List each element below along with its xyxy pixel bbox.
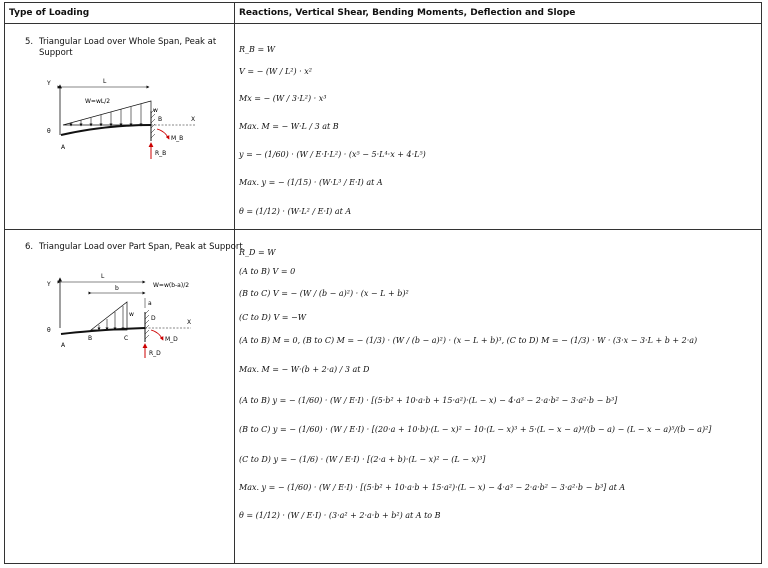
case6-formula-10: Max. y = − (1/60) · (W / E·I) · [(5·b² + 10·a·b + 15·a²)·(L − x) − 4·a³ − 2·a·b² − 3·a²·b − b³] at A [239,483,626,492]
formula-table [4,2,762,564]
case6-formula-2: (A to B) V = 0 [239,267,296,276]
column-divider [234,3,235,563]
case5-formula-2: V = − (W / L²) · x² [239,67,312,76]
case6-formula-4: (C to D) V = −W [239,313,306,322]
case6-beam [61,328,145,334]
case5-formula-7: θ = (1/12) · (W·L² / E·I) at A [239,207,352,216]
case6-label-MD: M_D [165,336,178,343]
case6-formula-6: Max. M = − W·(b + 2·a) / 3 at D [239,365,370,374]
case5-label-load: W=wL/2 [85,98,111,105]
header-type-of-loading: Type of Loading [9,8,90,18]
case6-formula-11: θ = (1/12) · (W / E·I) · (3·a² + 2·a·b + b²) at A to B [239,511,441,520]
case6-label-X: X [187,319,192,326]
case6-beam-diagram [5,230,234,380]
case5-formula-6: Max. y = − (1/15) · (W·L³ / E·I) at A [239,178,383,187]
case6-formula-7: (A to B) y = − (1/60) · (W / E·I) · [(5·b² + 10·a·b + 15·a²)·(L − x) − 4·a³ − 2·a·b² − 3·a²·b − b³] [239,396,618,405]
case5-formula-1: R_B = W [239,45,275,54]
case5-label-RB: R_B [155,150,167,157]
case5-load-arrows [71,104,141,126]
case5-label-MB: M_B [171,135,184,142]
case5-number: 5. [25,37,34,47]
table-header-row [5,3,761,24]
case5-label-w: w [153,107,158,114]
case5-label-theta: θ [47,128,51,135]
case6-label-RD: R_D [149,350,161,357]
case5-beam [61,125,151,135]
case6-number: 6. [25,242,34,252]
case6-formula-5: (A to B) M = 0, (B to C) M = − (1/3) · (W / (b − a)²) · (x − L + b)³, (C to D) M = − (1/3) · W · (3·x − 3·L + b + 2·a) [239,336,698,345]
case5-label-A: A [61,144,66,151]
case6-label-C: C [124,335,129,342]
case6-formula-9: (C to D) y = − (1/6) · (W / E·I) · [(2·a + b)·(L − x)² − (L − x)³] [239,455,486,464]
case5-label-L: L [103,78,107,85]
case6-load-arrows [99,306,123,330]
case5-title-text: Triangular Load over Whole Span, Peak at Support [39,37,217,58]
case6-moment-arrow [151,330,163,340]
case6-label-L: L [101,273,105,280]
case5-beam-diagram [5,23,234,229]
case6-label-theta: θ [47,327,51,334]
case5-formula-5: y = − (1/60) · (W / E·I·L²) · (x⁵ − 5·L⁴·x + 4·L⁵) [239,150,426,159]
header-reactions: Reactions, Vertical Shear, Bending Moments, Deflection and Slope [239,8,576,18]
case6-label-b: b [115,285,119,292]
case5-formula-4: Max. M = − W·L / 3 at B [239,122,339,131]
case5-label-X: X [191,116,196,123]
case6-triangular-load [91,302,127,330]
case5-formula-3: Mx = − (W / 3·L²) · x³ [239,94,327,103]
case6-formula-3: (B to C) V = − (W / (b − a)²) · (x − L + b)² [239,289,409,298]
case6-label-Y: Y [47,281,51,288]
case6-label-B: B [88,335,93,342]
case6-label-A: A [61,342,66,349]
case6-label-w: w [129,311,134,318]
case6-formula-1: R_D = W [239,248,276,257]
case5-label-Y: Y [47,80,51,87]
case6-label-D: D [151,315,156,322]
case5-moment-arrow [157,129,169,139]
case6-formula-8: (B to C) y = − (1/60) · (W / E·I) · [(20·a + 10·b)·(L − x)² − 10·(L − x)³ + 5·(L − x − a)⁴/(b − a) − (L − x − a)⁵/(b − a)²] [239,425,712,434]
case6-title-text: Triangular Load over Part Span, Peak at Support [39,242,243,252]
case6-label-load: W=w(b-a)/2 [153,282,190,289]
case6-label-a: a [148,300,152,307]
case5-label-B: B [158,116,163,123]
